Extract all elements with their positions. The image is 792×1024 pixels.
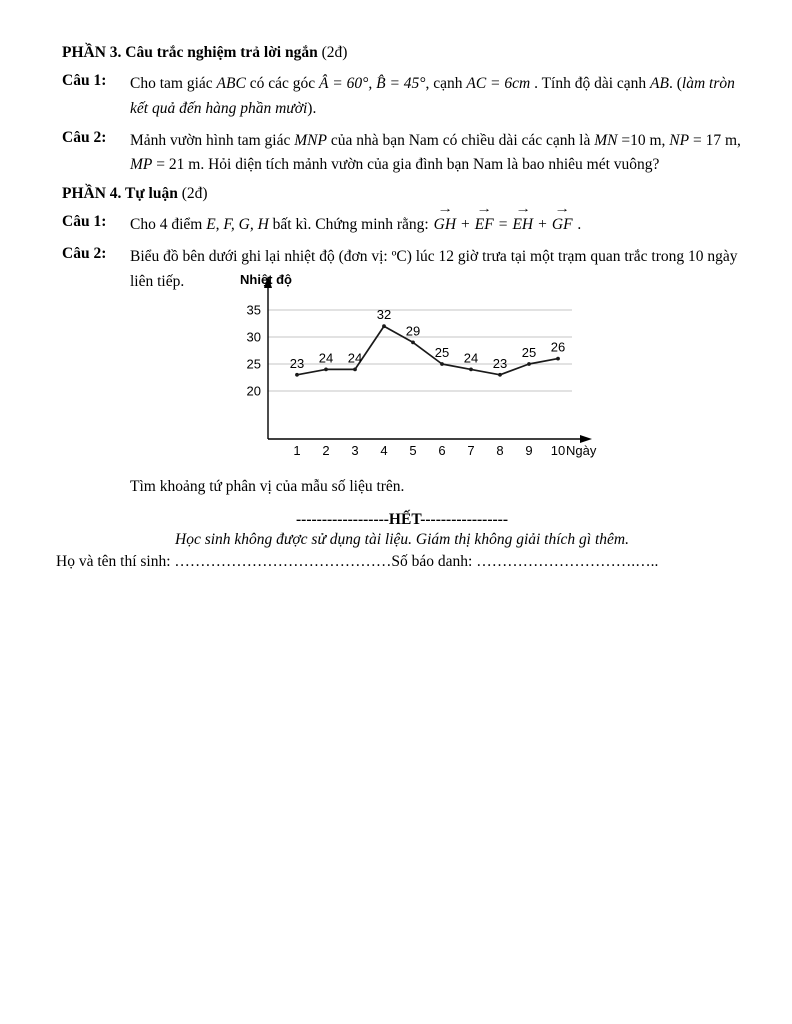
text-segment: Cho tam giác (130, 75, 217, 92)
x-tick-label: 5 (409, 442, 417, 458)
x-tick-label: 10 (550, 442, 566, 458)
exam-instruction-note: Học sinh không được sử dụng tài liệu. Giám thị không giải thích gì thêm. (175, 531, 629, 549)
operator: + (461, 216, 470, 234)
math-term: AC = 6cm (466, 75, 531, 92)
x-tick-label: 1 (293, 442, 301, 458)
data-point-label: 26 (550, 339, 566, 355)
temperature-chart (230, 271, 612, 473)
operator: = (498, 216, 508, 234)
question-text (130, 245, 742, 499)
vector-term: → EH (512, 213, 533, 238)
question-label: Câu 1: (62, 72, 107, 89)
question-label: Câu 1: (62, 213, 107, 231)
data-point-label: 24 (463, 349, 479, 365)
text-segment: , cạnh (425, 75, 467, 92)
data-point-label: 25 (434, 344, 450, 360)
x-axis-arrow (580, 435, 592, 443)
x-tick-label: 8 (496, 442, 504, 458)
section-heading-part4 (62, 185, 742, 203)
y-tick-label: 20 (246, 383, 261, 399)
y-tick-label: 35 (246, 302, 261, 318)
data-point (469, 367, 473, 371)
temperature-line-chart (230, 271, 612, 473)
x-tick-label: 3 (351, 442, 359, 458)
part3-question-2 (62, 129, 742, 179)
operator: + (538, 216, 547, 234)
data-point-label: 29 (405, 322, 421, 338)
section-points: (2đ) (317, 44, 348, 61)
part4-question-1 (62, 213, 742, 238)
data-point (324, 367, 328, 371)
section-points: (2đ) (177, 185, 208, 203)
end-of-exam-marker: ------------------HẾT----------------- (296, 511, 508, 529)
math-term: Â = 60°, B̂ = 45° (318, 75, 426, 92)
text-segment: = 17 m, (689, 131, 741, 149)
data-point-label: 24 (318, 349, 334, 365)
x-tick-label: 9 (525, 442, 533, 458)
text-segment: Cho 4 điểm (130, 216, 207, 234)
math-term: MP (130, 156, 153, 174)
text-segment: . ( (668, 75, 682, 92)
text-segment: =10 m, (617, 131, 670, 149)
x-tick-label: 6 (438, 442, 446, 458)
chart-intro-text: Biểu đồ bên dưới ghi lại nhiệt độ (đơn vị: ºC) lúc 12 giờ trưa tại một trạm quan trắc trong 10 ngày liên tiếp. (130, 247, 738, 290)
chart-question-text: Tìm khoảng tứ phân vị của mẫu số liệu trên. (130, 477, 405, 495)
data-point (556, 356, 560, 360)
data-point-label: 24 (347, 349, 363, 365)
section-title: PHẦN 4. Tự luận (62, 185, 178, 203)
math-term: ABC (216, 75, 246, 92)
math-term: NP (669, 131, 690, 149)
data-point (411, 340, 415, 344)
text-segment: của nhà bạn Nam có chiều dài các cạnh là (326, 131, 595, 149)
math-term: MN (594, 131, 618, 149)
section-heading-part3 (62, 44, 742, 62)
text-segment: có các góc (245, 75, 319, 92)
vector-term: → GF (552, 213, 573, 238)
y-tick-label: 30 (246, 329, 261, 345)
vector-term: → GH (434, 213, 456, 238)
text-segment: . Tính độ dài cạnh (530, 75, 651, 92)
data-point (382, 324, 386, 328)
data-point-label: 23 (492, 355, 508, 371)
text-segment: bất kì. Chứng minh rằng: (268, 216, 433, 234)
x-tick-label: 7 (467, 442, 475, 458)
data-point (527, 362, 531, 366)
data-point (498, 372, 502, 376)
data-point (440, 362, 444, 366)
x-axis-title: Ngày (566, 442, 597, 458)
question-label: Câu 2: (62, 128, 107, 146)
text-segment: ). (307, 99, 317, 117)
part4-question-2 (62, 245, 742, 499)
data-point (353, 367, 357, 371)
math-term: AB (650, 75, 669, 92)
temperature-series-line (297, 326, 558, 375)
section-title: PHẦN 3. Câu trắc nghiệm trả lời ngắn (62, 44, 318, 61)
note-italic: làm tròn kết quả đến hàng phần mười (130, 75, 735, 117)
question-text (130, 213, 742, 238)
text-segment: = 21 m. Hỏi diện tích mảnh vườn của gia đình bạn Nam là bao nhiêu mét vuông? (152, 156, 660, 174)
y-tick-label: 25 (246, 356, 261, 372)
y-axis-title: Nhiệt độ (240, 271, 292, 287)
x-tick-label: 2 (322, 442, 330, 458)
math-term: E, F, G, H (206, 216, 269, 234)
question-label: Câu 2: (62, 244, 107, 262)
data-point-label: 25 (521, 344, 537, 360)
data-point (295, 372, 299, 376)
question-text (130, 72, 742, 122)
text-segment: . (573, 216, 582, 234)
part3-question-1 (62, 72, 742, 122)
math-term: MNP (294, 131, 327, 149)
text-segment: Mảnh vườn hình tam giác (130, 131, 295, 149)
data-point-label: 32 (376, 306, 392, 322)
vector-term: → EF (475, 213, 494, 238)
question-text (130, 129, 742, 179)
x-tick-label: 4 (380, 442, 388, 458)
candidate-name-line: Họ và tên thí sinh: ……………………………………Số báo danh: ………………………….….. (56, 553, 659, 571)
data-point-label: 23 (289, 355, 305, 371)
